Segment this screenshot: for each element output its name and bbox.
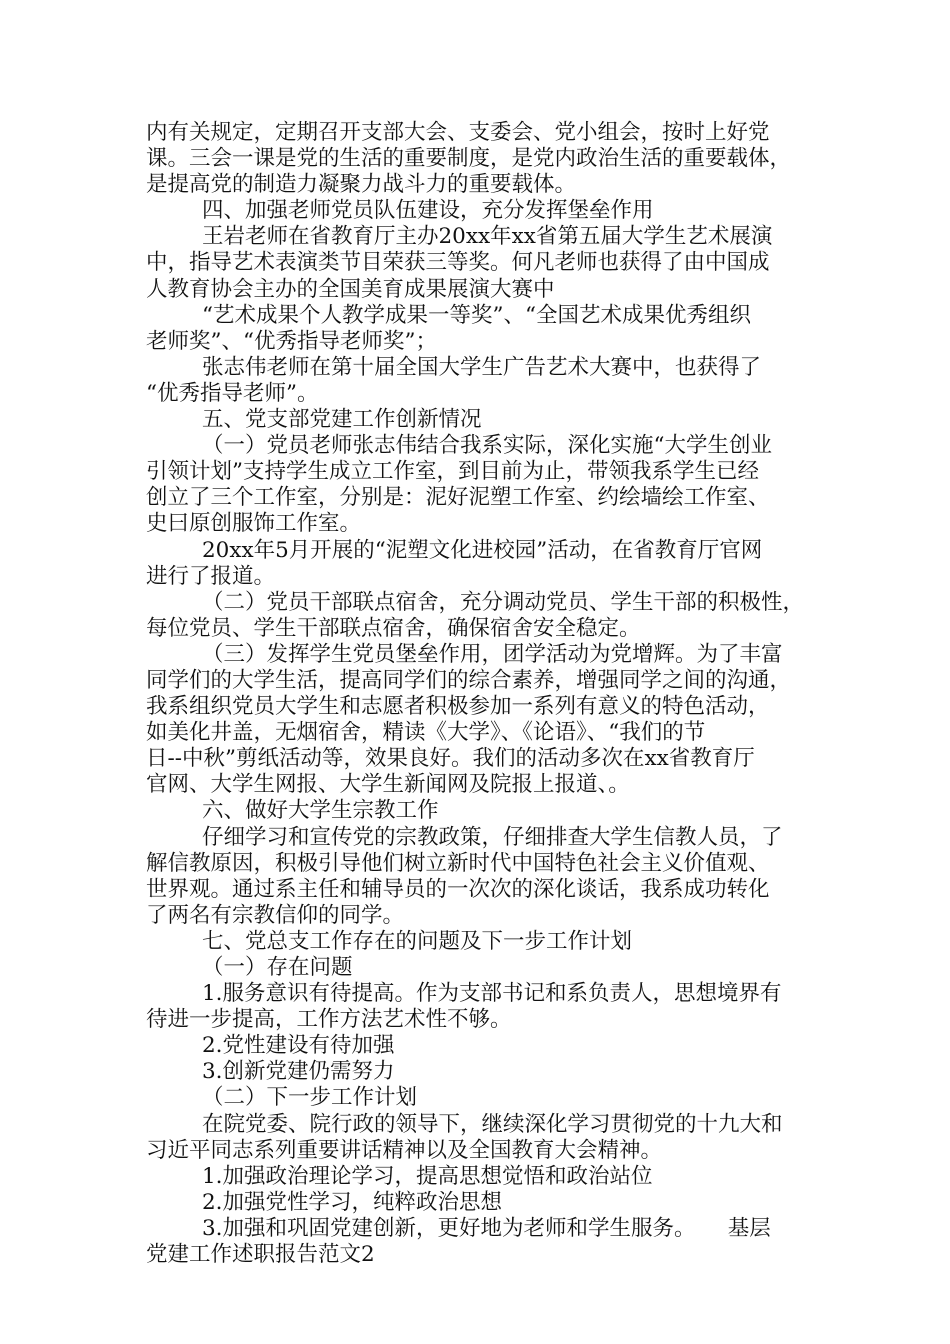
paragraph-first-line: （三）发挥学生党员堡垒作用，团学活动为党增辉。为了丰富 <box>202 641 783 667</box>
paragraph-first-line: 3.创新党建仍需努力 <box>202 1059 395 1085</box>
text-line: 每位党员、学生干部联点宿舍，确保宿舍安全稳定。 <box>146 615 641 641</box>
paragraph-first-line: 2.党性建设有待加强 <box>202 1033 395 1059</box>
text-line: 我系组织党员大学生和志愿者积极参加一系列有意义的特色活动， <box>146 694 770 720</box>
paragraph-first-line: “艺术成果个人教学成果一等奖”、“全国艺术成果优秀组织 <box>202 302 751 328</box>
paragraph-first-line: 仔细学习和宣传党的宗教政策，仔细排查大学生信教人员，了 <box>202 824 783 850</box>
paragraph-first-line: 四、加强老师党员队伍建设，充分发挥堡垒作用 <box>202 198 654 224</box>
paragraph-first-line: 20xx年5月开展的“泥塑文化进校园”活动，在省教育厅官网 <box>202 537 763 563</box>
text-line: 了两名有宗教信仰的同学。 <box>146 902 405 928</box>
text-line: 世界观。通过系主任和辅导员的一次次的深化谈话，我系成功转化 <box>146 876 770 902</box>
text-line: 习近平同志系列重要讲话精神以及全国教育大会精神。 <box>146 1137 663 1163</box>
document-body <box>146 120 810 1268</box>
paragraph-first-line: 五、党支部党建工作创新情况 <box>202 407 482 433</box>
paragraph-first-line: （二）下一步工作计划 <box>202 1085 418 1111</box>
paragraph-first-line: 1.加强政治理论学习，提高思想觉悟和政治站位 <box>202 1163 653 1189</box>
text-line: 内有关规定，定期召开支部大会、支委会、党小组会，按时上好党 <box>146 120 770 145</box>
text-line: 是提高党的制造力凝聚力战斗力的重要载体。 <box>146 172 577 198</box>
paragraph-first-line: （二）党员干部联点宿舍，充分调动党员、学生干部的积极性， <box>202 589 805 615</box>
paragraph-first-line: 王岩老师在省教育厅主办20xx年xx省第五届大学生艺术展演 <box>202 224 773 250</box>
text-line: 人教育协会主办的全国美育成果展演大赛中 <box>146 276 555 302</box>
paragraph-first-line: 3.加强和巩固党建创新，更好地为老师和学生服务。 基层 <box>202 1215 771 1241</box>
text-line: 日--中秋”剪纸活动等，效果良好。我们的活动多次在xx省教育厅 <box>146 746 755 772</box>
text-line: 中，指导艺术表演类节目荣获三等奖。何凡老师也获得了由中国成 <box>146 250 770 276</box>
paragraph-first-line: 七、党总支工作存在的问题及下一步工作计划 <box>202 928 633 954</box>
text-line: 同学们的大学生活，提高同学们的综合素养，增强同学之间的沟通， <box>146 667 792 693</box>
paragraph-first-line: 1.服务意识有待提高。作为支部书记和系负责人，思想境界有 <box>202 981 782 1007</box>
text-line: 待进一步提高，工作方法艺术性不够。 <box>146 1007 512 1033</box>
text-line: 史曰原创服饰工作室。 <box>146 511 362 537</box>
text-line: 如美化井盖，无烟宿舍，精读《大学》、《论语》、“我们的节 <box>146 720 706 746</box>
paragraph-first-line: 张志伟老师在第十届全国大学生广告艺术大赛中，也获得了 <box>202 354 762 380</box>
text-line: 党建工作述职报告范文2 <box>146 1242 375 1268</box>
text-line: 老师奖”、“优秀指导老师奖”； <box>146 328 437 354</box>
text-line: 创立了三个工作室，分别是：泥好泥塑工作室、约绘墙绘工作室、 <box>146 485 770 511</box>
paragraph-first-line: 在院党委、院行政的领导下，继续深化学习贯彻党的十九大和 <box>202 1111 783 1137</box>
text-line: “优秀指导老师”。 <box>146 380 319 406</box>
text-line: 进行了报道。 <box>146 563 276 589</box>
text-line: 引领计划”支持学生成立工作室，到目前为止，带领我系学生已经 <box>146 459 759 485</box>
paragraph-first-line: （一）存在问题 <box>202 955 353 980</box>
text-line: 官网、大学生网报、大学生新闻网及院报上报道、。 <box>146 772 630 798</box>
paragraph-first-line: 六、做好大学生宗教工作 <box>202 798 439 824</box>
paragraph-first-line: （一）党员老师张志伟结合我系实际，深化实施“大学生创业 <box>202 433 772 459</box>
text-line: 解信教原因，积极引导他们树立新时代中国特色社会主义价值观、 <box>146 850 770 876</box>
text-line: 课。三会一课是党的生活的重要制度，是党内政治生活的重要载体， <box>146 146 792 172</box>
paragraph-first-line: 2.加强党性学习，纯粹政治思想 <box>202 1189 503 1215</box>
